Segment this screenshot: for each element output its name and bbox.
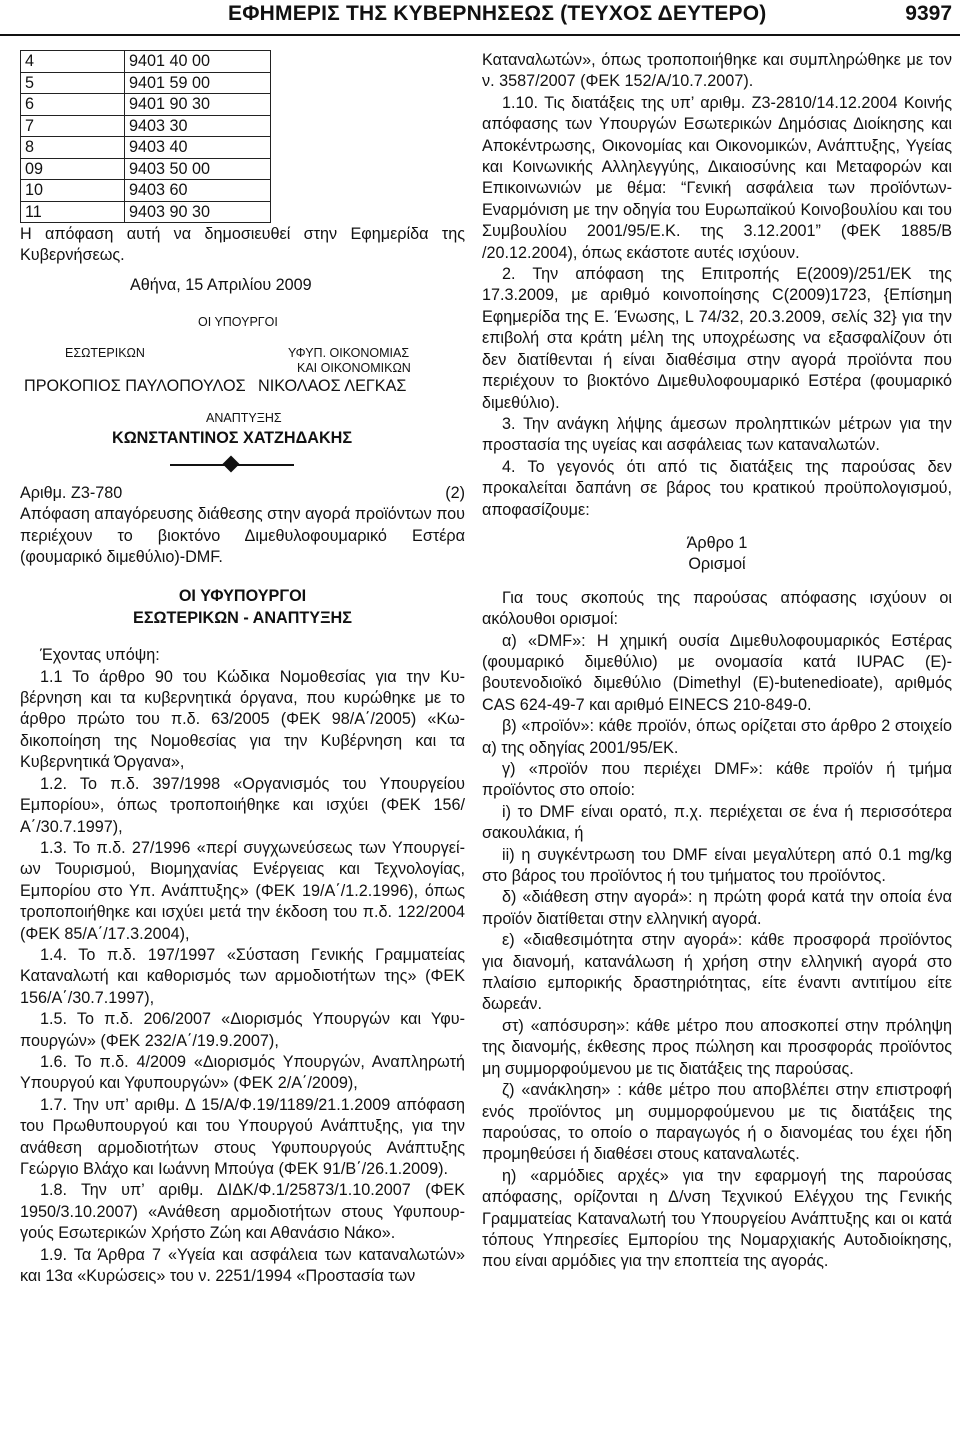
- decision-number-row: [20, 483, 465, 504]
- paragraph: 1.10. Τις διατάξεις της υπ’ αριθμ. Ζ3-2810/14.12.2004 Κοινής απόφασης των Υπουργών Εσωτερικών Δημόσιας Διοίκησης και Αποκέντρωσης, Οικονομίας και Οικονομικών, Ανάπτυξης, Υγείας και Κοινωνικής Αλληλεγγύης, Δικαιοσύνης και Μεταφορών και Επικοινωνιών με θέμα: “Γενική ασφάλεια των προϊόντων-Εναρμόνιση με την οδηγία του Ευρωπαϊκού Κοινοβουλίου και του Συμβουλίου 2001/95/Ε.Κ. της 3.12.2001” (ΦΕΚ 1885/Β /20.12.2004), όπως εκάστοτε αυτές ισχύουν.: [482, 93, 952, 262]
- table-cell: 9401 59 00: [125, 72, 271, 94]
- gazette-title: ΕΦΗΜΕΡΙΣ ΤΗΣ ΚΥΒΕΡΝΗΣΕΩΣ (ΤΕΥΧΟΣ ΔΕΥΤΕΡΟ): [228, 2, 767, 25]
- paragraph: α) «DMF»: Η χημική ουσία Διμεθυλοφουμαρικός Εστέρας (φουμαρικό διμεθύλιο) με ονομασία κατά IUPAC (E)-βουτενοδιοϊκό διμεθύλιο (Dimethyl (E)-butenedioate), αριθμός CAS 624-49-7 και αριθμό EINECS 210-849-0.: [482, 631, 952, 714]
- paragraph: δ) «διάθεση στην αγορά»: η πρώτη φορά κατά την οποία ένα προϊόν διατίθεται στην ελληνική αγορά.: [482, 888, 952, 928]
- section-ornament: [20, 453, 465, 483]
- decision-title: Απόφαση απαγόρευσης διάθεσης στην αγορά προϊόντων που περιέχουν το βιοκτόνο Διμεθυλοφουμαρικό Εστέρα (φουμαρικό διμεθύλιο)-DMF.: [20, 505, 465, 567]
- paragraph: Για τους σκοπούς της παρούσας απόφασης ισχύουν οι ακόλουθοι ορισμοί:: [482, 588, 952, 629]
- table-row: [21, 137, 271, 159]
- paragraph: ii) η συγκέντρωση του DMF είναι μεγαλύτερη από 0.1 mg/kg στο βάρος του προϊόντος ή του τμήματος του προϊόντος.: [482, 845, 952, 886]
- paragraph: γ) «προϊόν που περιέχει DMF»: κάθε προϊόν ή τμήμα προϊόντος στο οποίο:: [482, 760, 952, 800]
- development-name: ΚΩΝΣΤΑΝΤΙΝΟΣ ΧΑΤΖΗΔΑΚΗΣ: [112, 428, 353, 447]
- table-cell: 6: [21, 94, 125, 116]
- left-column: [20, 50, 465, 1287]
- table-cell: 10: [21, 180, 125, 202]
- publication-note: Η απόφαση αυτή να δημοσιευθεί στην Εφημερίδα της Κυβερνήσεως.: [20, 225, 465, 265]
- paragraph: ε) «διαθεσιμότητα στην αγορά»: κάθε προσφορά προϊόντος για διανομή, κατανάλωση ή χρήση στην ελληνική αγορά στο πλαίσιο εμπορικής δραστηριότητας, είτε έναντι αντιτίμου είτε δωρεάν.: [482, 931, 952, 1014]
- paragraph: 1.1 Το άρθρο 90 του Κώδικα Νομοθεσίας για την Κυβέρνηση και τα κυβερνητικά όργανα, που κυρώθηκε με το άρθρο πρώτο του π.δ. 63/2005 (ΦΕΚ 98/Α΄/2005) «Κωδικοποίηση της Νομοθεσίας για την Κυβέρνηση και τα Κυβερνητικά Όργανα»,: [20, 667, 465, 772]
- paragraph: η) «αρμόδιες αρχές» για την εφαρμογή της παρούσας απόφασης, ορίζονται η Δ/νση Τεχνικού Ελέγχου της Γενικής Γραμματείας Καταναλωτή του Υπουργείου Ανάπτυξης και οι κατά τόπους Υπηρεσίες Εμπορίου της Νομαρχιακής Αυτοδιοίκησης, που είναι αρμόδιες για την εποπτεία της αγοράς.: [482, 1166, 952, 1271]
- considering-label: Έχοντας υπόψη:: [40, 646, 160, 665]
- table-cell: 9403 30: [125, 115, 271, 137]
- table-cell: 11: [21, 201, 125, 223]
- decision-number: Αριθμ. Ζ3-780: [20, 483, 123, 502]
- paragraph: 1.4. Το π.δ. 197/1997 «Σύσταση Γενικής Γραμματείας Καταναλωτή και καθορισμός των αρμοδιοτήτων της» (ΦΕΚ 156/Α΄/30.7.1997),: [20, 945, 465, 1007]
- paragraph: 1.7. Την υπ’ αριθμ. Δ 15/Α/Φ.19/1189/21.1.2009 απόφαση του Πρωθυπουργού και του Υπουργού Ανάπτυξης, για την ανάθεση αρμοδιοτήτων στους Υφυπουργούς Ανάπτυξης Γεώργιο Βλάχο και Ιωάννη Μπούγα (ΦΕΚ 91/Β΄/26.1.2009).: [20, 1095, 465, 1178]
- paragraph: ζ) «ανάκληση» : κάθε μέτρο που αποβλέπει στην επιστροφή ενός προϊόντος μη συμμορφούμενου με τις διατάξεις της παρούσας, το οποίο ο παραγωγός ή ο διανομέας του έχει ήδη προμηθεύσει ή διαθέσει στους καταναλωτές.: [482, 1081, 952, 1164]
- table-cell: 9401 90 30: [125, 94, 271, 116]
- table-cell: 09: [21, 158, 125, 180]
- development-title: ΑΝΑΠΤΥΞΗΣ: [206, 410, 282, 425]
- deputy-title-1: ΥΦΥΠ. ΟΙΚΟΝΟΜΙΑΣ: [288, 345, 410, 360]
- page-header: [0, 2, 960, 38]
- table-row: [21, 158, 271, 180]
- paragraph: 1.6. Το π.δ. 4/2009 «Διορισμός Υπουργών, Αναπληρωτή Υπουργού και Υφυπουργών» (ΦΕΚ 2/Α΄/2009),: [20, 1052, 465, 1093]
- table-row: [21, 201, 271, 223]
- table-cell: 9403 60: [125, 180, 271, 202]
- table-cell: 9403 90 30: [125, 201, 271, 223]
- ministers-heading: ΟΙ ΥΠΟΥΡΓΟΙ: [198, 314, 278, 329]
- interior-title: ΕΣΩΤΕΡΙΚΩΝ: [65, 345, 145, 360]
- place-date: Αθήνα, 15 Απριλίου 2009: [130, 275, 312, 294]
- table-cell: 9403 40: [125, 137, 271, 159]
- right-column: [482, 50, 952, 1273]
- table-cell: 8: [21, 137, 125, 159]
- table-cell: 7: [21, 115, 125, 137]
- paragraph: 4. Το γεγονός ότι από τις διατάξεις της παρούσας δεν προκαλείται δαπάνη σε βάρος του κρατικού προϋπολογισμού, αποφασίζουμε:: [482, 457, 952, 519]
- authority-heading-2: ΕΣΩΤΕΡΙΚΩΝ - ΑΝΑΠΤΥΞΗΣ: [133, 608, 352, 627]
- table-row: [21, 94, 271, 116]
- table-cell: 4: [21, 51, 125, 73]
- paragraph: Καταναλωτών», όπως τροποποιήθηκε και συμπληρώθηκε με τον ν. 3587/2007 (ΦΕΚ 152/Α/10.7.2007).: [482, 51, 952, 91]
- table-row: [21, 72, 271, 94]
- codes-table: [20, 50, 271, 223]
- table-row: [21, 51, 271, 73]
- table-cell: 9403 50 00: [125, 158, 271, 180]
- diamond-icon: [223, 455, 240, 472]
- paragraph: i) το DMF είναι ορατό, π.χ. περιέχεται σε ένα ή περισσότερα σακουλάκια, ή: [482, 802, 952, 843]
- table-row: [21, 115, 271, 137]
- paragraph: 1.2. Το π.δ. 397/1998 «Οργανισμός του Υπουργείου Εμπορίου», όπως τροποποιήθηκε και ισχύει (ΦΕΚ 156/Α΄/30.7.1997),: [20, 774, 465, 836]
- article-title: Ορισμοί: [688, 555, 746, 574]
- table-cell: 9401 40 00: [125, 51, 271, 73]
- paragraph: 1.5. Το π.δ. 206/2007 «Διορισμός Υπουργών και Υφυπουργών» (ΦΕΚ 232/Α΄/19.9.2007),: [20, 1010, 465, 1050]
- paragraph: 1.8. Την υπ’ αριθμ. ΔΙΔΚ/Φ.1/25873/1.10.2007 (ΦΕΚ 1950/3.10.2007) «Ανάθεση αρμοδιοτήτων στους Υφυπουργούς Εσωτερικών Χρήστο Ζώη και Αθανάσιο Νάκο».: [20, 1181, 465, 1243]
- header-rule: [0, 34, 960, 36]
- deputy-title-2: ΚΑΙ ΟΙΚΟΝΟΜΙΚΩΝ: [297, 360, 411, 375]
- decision-index: (2): [445, 483, 465, 502]
- table-cell: 5: [21, 72, 125, 94]
- paragraph: στ) «απόσυρση»: κάθε μέτρο που αποσκοπεί στην πρόληψη της διανομής, έκθεσης προς πώληση και προσφοράς προϊόντος μη συμμορφούμενου με τις διατάξεις της παρούσας.: [482, 1016, 952, 1078]
- paragraph: 1.9. Τα Άρθρα 7 «Υγεία και ασφάλεια των καταναλωτών» και 13α «Κυρώσεις» του ν. 2251/1994 «Προστασία των: [20, 1245, 465, 1286]
- interior-name: ΠΡΟΚΟΠΙΟΣ ΠΑΥΛΟΠΟΥΛΟΣ: [24, 376, 246, 395]
- paragraph: β) «προϊόν»: κάθε προϊόν, όπως ορίζεται στο άρθρο 2 στοιχείο α) της οδηγίας 2001/95/ΕΚ.: [482, 717, 952, 757]
- article-number: Άρθρο 1: [686, 533, 748, 552]
- paragraph: 2. Την απόφαση της Επιτροπής Ε(2009)/251/ΕΚ της 17.3.2009, με αριθμό κοινοποίησης C(2009)1723, {Επίσημη Εφημερίδα της Ε. Ένωσης, L 74/32, 20.3.2009, σελίς 32} για την επιβολή στα κράτη μέλη της υποχρέωσης να εξασφαλίζουν ότι δεν διατίθενται ή είναι διαθέσιμα στην αγορά προϊόντα που περιέχουν το βιοκτόνο Διμεθυλοφουμαρικό Εστέρα (φουμαρικό διμεθύλιο).: [482, 265, 952, 412]
- signature-block: [20, 267, 465, 453]
- page-number: 9397: [905, 2, 952, 25]
- authority-heading-1: ΟΙ ΥΦΥΠΟΥΡΓΟΙ: [178, 587, 307, 606]
- paragraph: 3. Την ανάγκη λήψης άμεσων προληπτικών μέτρων για την προστασία της υγείας και ασφάλειας των καταναλωτών.: [482, 414, 952, 455]
- deputy-name: ΝΙΚΟΛΑΟΣ ΛΕΓΚΑΣ: [258, 376, 407, 395]
- paragraph: 1.3. Το π.δ. 27/1996 «περί συγχωνεύσεως των Υπουργείων Τουρισμού, Βιομηχανίας Ενέργειας και Τεχνολογίας, Εμπορίου στο Υπ. Ανάπτυξης» (ΦΕΚ 19/Α΄/1.2.1996), όπως τροποποιήθηκε και ισχύει μετά την έκδοση του π.δ. 122/2004 (ΦΕΚ 85/Α΄/17.3.2004),: [20, 838, 465, 943]
- table-row: [21, 180, 271, 202]
